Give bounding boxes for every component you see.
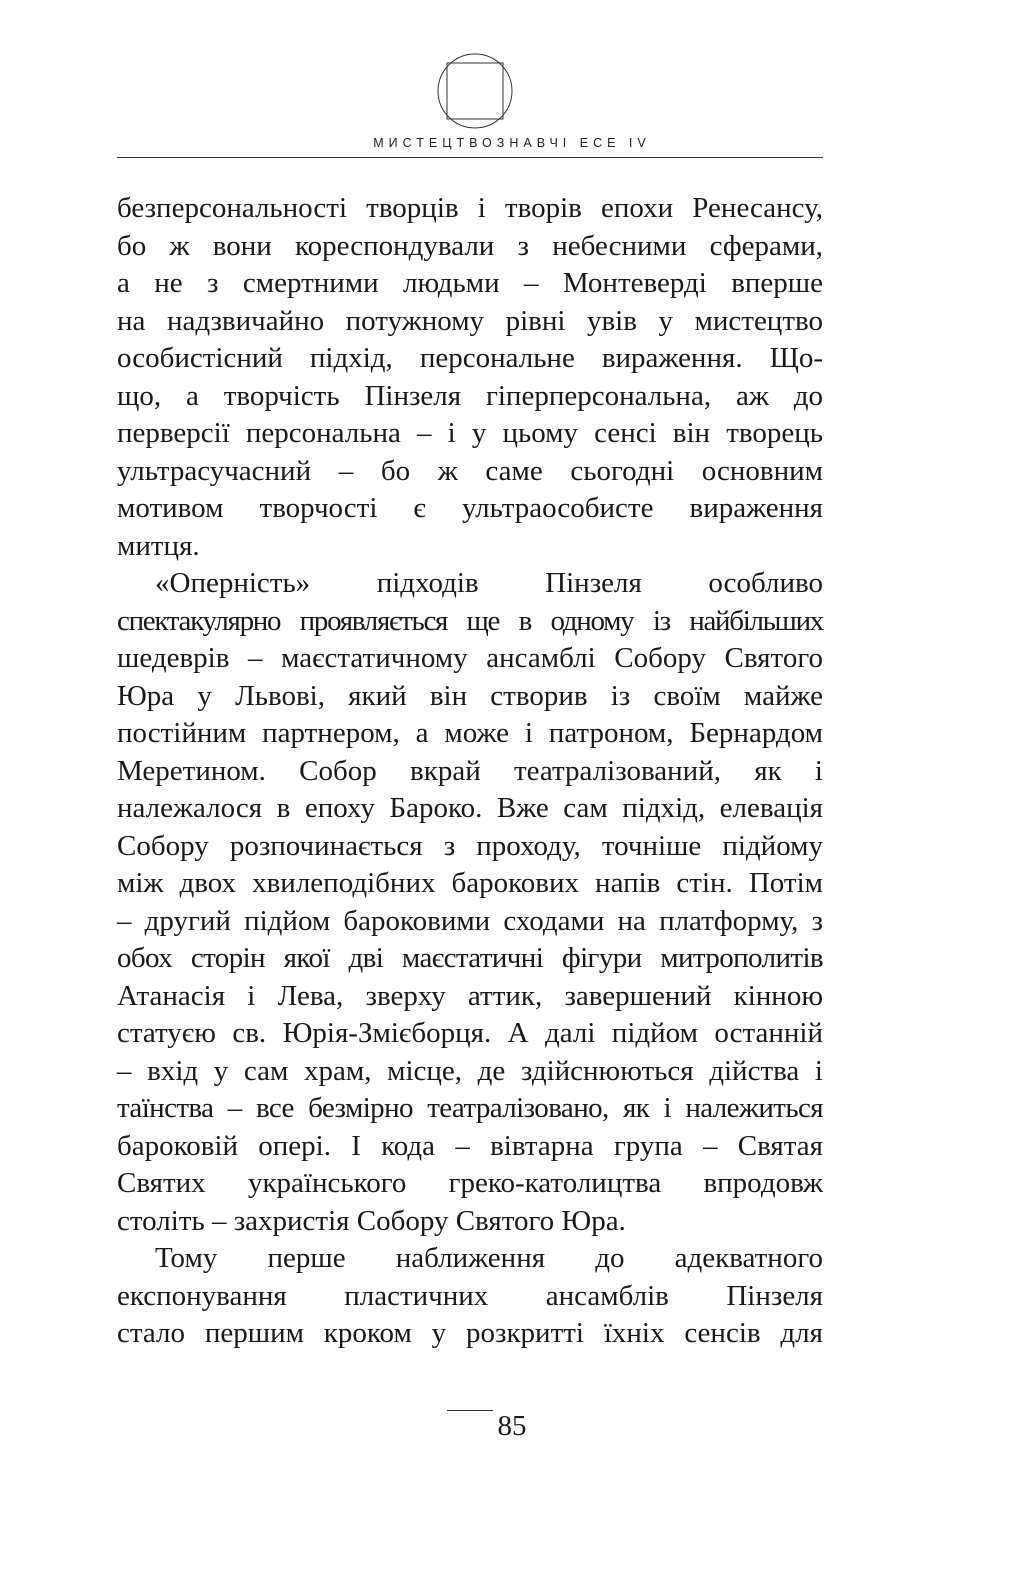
text-line: таїнства – все безмірно театралізовано, як і належиться — [117, 1092, 823, 1124]
text-line: митця. — [117, 529, 200, 562]
text-line: Атанасія і Лева, зверху аттик, завершений кінною — [117, 979, 823, 1012]
text-line: Тому перше наближення до адекватного — [155, 1242, 823, 1274]
running-head: МИСТЕЦТВОЗНАВЧІ ЕСЕ IV — [373, 136, 651, 150]
text-line: спектакулярно проявляється ще в одному із найбільших — [117, 604, 823, 637]
text-line: бо ж вони кореспондували з небесними сферами, — [117, 229, 823, 262]
text-line: Юра у Львові, який він створив із своїм майже — [117, 679, 823, 712]
text-line: обох сторін якої дві маєстатичні фігури митрополитів — [117, 942, 823, 974]
text-line: бароковій опері. І кода – вівтарна група – Святая — [117, 1129, 823, 1162]
text-line: Святих українського греко-католицтва впродовж — [117, 1167, 823, 1199]
text-line: а не з смертними людьми – Монтеверді вперше — [117, 267, 823, 299]
text-line: Меретином. Собор вкрай театралізований, як і — [117, 754, 823, 787]
body-text — [117, 190, 823, 1353]
text-line: статуєю св. Юрія-Змієборця. А далі підйом останній — [117, 1017, 823, 1049]
text-line: – вхід у сам храм, місце, де здійснюються дійства і — [117, 1054, 823, 1087]
text-line: ультрасучасний – бо ж саме сьогодні основним — [117, 454, 823, 487]
text-line: – другий підйом бароковими сходами на платформу, з — [117, 904, 823, 937]
text-line: стало першим кроком у розкритті їхніх сенсів для — [117, 1317, 823, 1349]
paragraph-1 — [117, 190, 823, 565]
text-line: перверсії персональна – і у цьому сенсі він творець — [117, 417, 823, 449]
text-line: безперсональності творців і творів епохи Ренесансу, — [117, 192, 823, 224]
text-line: Собору розпочинається з проходу, точніше підйому — [117, 829, 823, 862]
text-line: століть – захристія Собору Святого Юра. — [117, 1204, 626, 1237]
text-line: особистісний підхід, персональне вираження. Що- — [117, 342, 823, 374]
text-line: на надзвичайно потужному рівні увів у мистецтво — [117, 304, 823, 337]
text-line: постійним партнером, а може і патроном, Бернардом — [117, 717, 823, 749]
text-line: експонування пластичних ансамблів Пінзеля — [117, 1279, 823, 1312]
text-line: між двох хвилеподібних барокових напів стін. Потім — [117, 867, 823, 899]
text-line: «Оперність» підходів Пінзеля особливо — [155, 567, 823, 599]
text-line: що, а творчість Пінзеля гіперперсональна, аж до — [117, 379, 823, 412]
emblem-circle-square-icon — [437, 53, 513, 129]
paragraph-2 — [117, 565, 823, 1240]
text-line: мотивом творчості є ультраособисте вираження — [117, 492, 823, 524]
page-number: 85 — [497, 1410, 527, 1442]
text-line: належалося в епоху Бароко. Вже сам підхід, елевація — [117, 792, 823, 824]
paragraph-3 — [117, 1240, 823, 1353]
text-line: шедеврів – маєстатичному ансамблі Собору Святого — [117, 642, 823, 674]
header-rule — [117, 157, 823, 158]
